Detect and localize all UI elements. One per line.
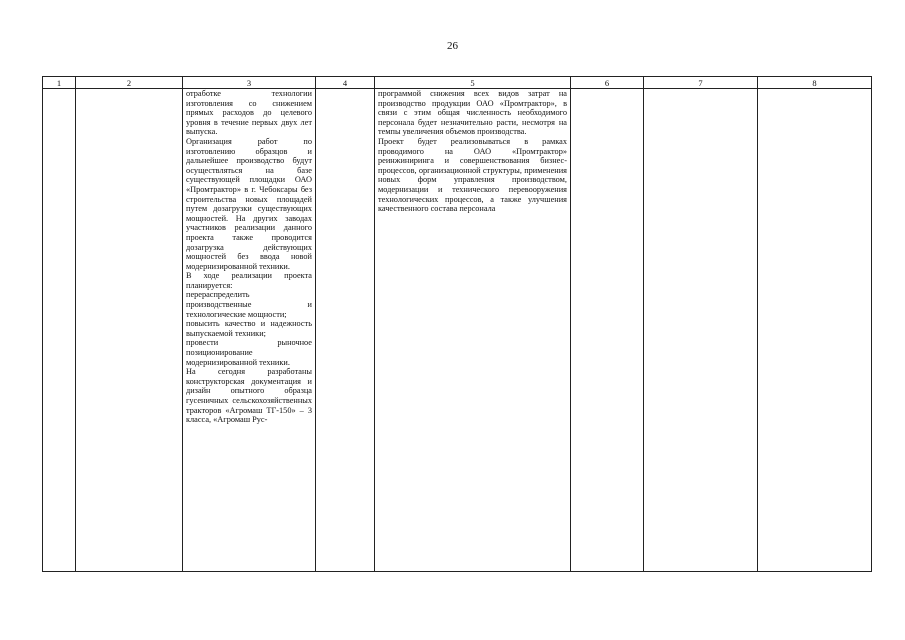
col3-paragraph: повысить качество и надежность выпускаемой техники; [186,319,312,338]
cell-col-6 [571,89,644,572]
document-table [42,76,872,572]
column-header-6: 6 [571,77,644,89]
col3-paragraph: перераспределить производственные и технологические мощности; [186,290,312,319]
col3-paragraph: На сегодня разработаны конструкторская документация и дизайн опытного образца гусеничных сельскохозяйственных тракторов «Агромаш ТГ-150» – 3 класса, «Агромаш Рус- [186,367,312,425]
column-header-3: 3 [183,77,316,89]
col3-text [186,89,312,425]
column-header-7: 7 [644,77,758,89]
column-header-8: 8 [758,77,872,89]
cell-col-7 [644,89,758,572]
table-row [43,89,872,572]
col5-paragraph: программой снижения всех видов затрат на производство продукции ОАО «Промтрактор», в связи с этим общая численность необходимого персонала будет незначительно расти, несмотря на темпы увеличения объемов производства. [378,89,567,137]
col3-paragraph: В ходе реализации проекта планируется: [186,271,312,290]
cell-col-8 [758,89,872,572]
column-header-2: 2 [76,77,183,89]
column-header-1: 1 [43,77,76,89]
col3-paragraph: отработке технологии изготовления со снижением прямых расходов до целевого уровня в течение первых двух лет выпуска. [186,89,312,137]
col3-paragraph: провести рыночное позиционирование модернизированной техники. [186,338,312,367]
cell-col-5 [375,89,571,572]
cell-col-4 [316,89,375,572]
cell-col-1 [43,89,76,572]
header-row [43,77,872,89]
page-number: 26 [447,40,458,52]
col3-paragraph: Организация работ по изготовлению образцов и дальнейшее производство будут осуществляться на базе существующей площадки ОАО «Промтрактор» в г. Чебоксары без строительства новых площадей путем дозагрузки существующих мощностей. На других заводах участников реализации данного проекта также проводится дозагрузка действующих мощностей без ввода новой модернизированной техники. [186,136,312,271]
cell-col-3 [183,89,316,572]
column-header-4: 4 [316,77,375,89]
col5-text [378,89,567,214]
col5-paragraph: Проект будет реализовываться в рамках проводимого на ОАО «Промтрактор» реинжиниринга и совершенствования бизнес-процессов, организационной структуры, применения новых форм управления производством, модернизации и технического перевооружения технологических процессов, а также улучшения качественного состава персонала [378,136,567,214]
column-header-5: 5 [375,77,571,89]
cell-col-2 [76,89,183,572]
